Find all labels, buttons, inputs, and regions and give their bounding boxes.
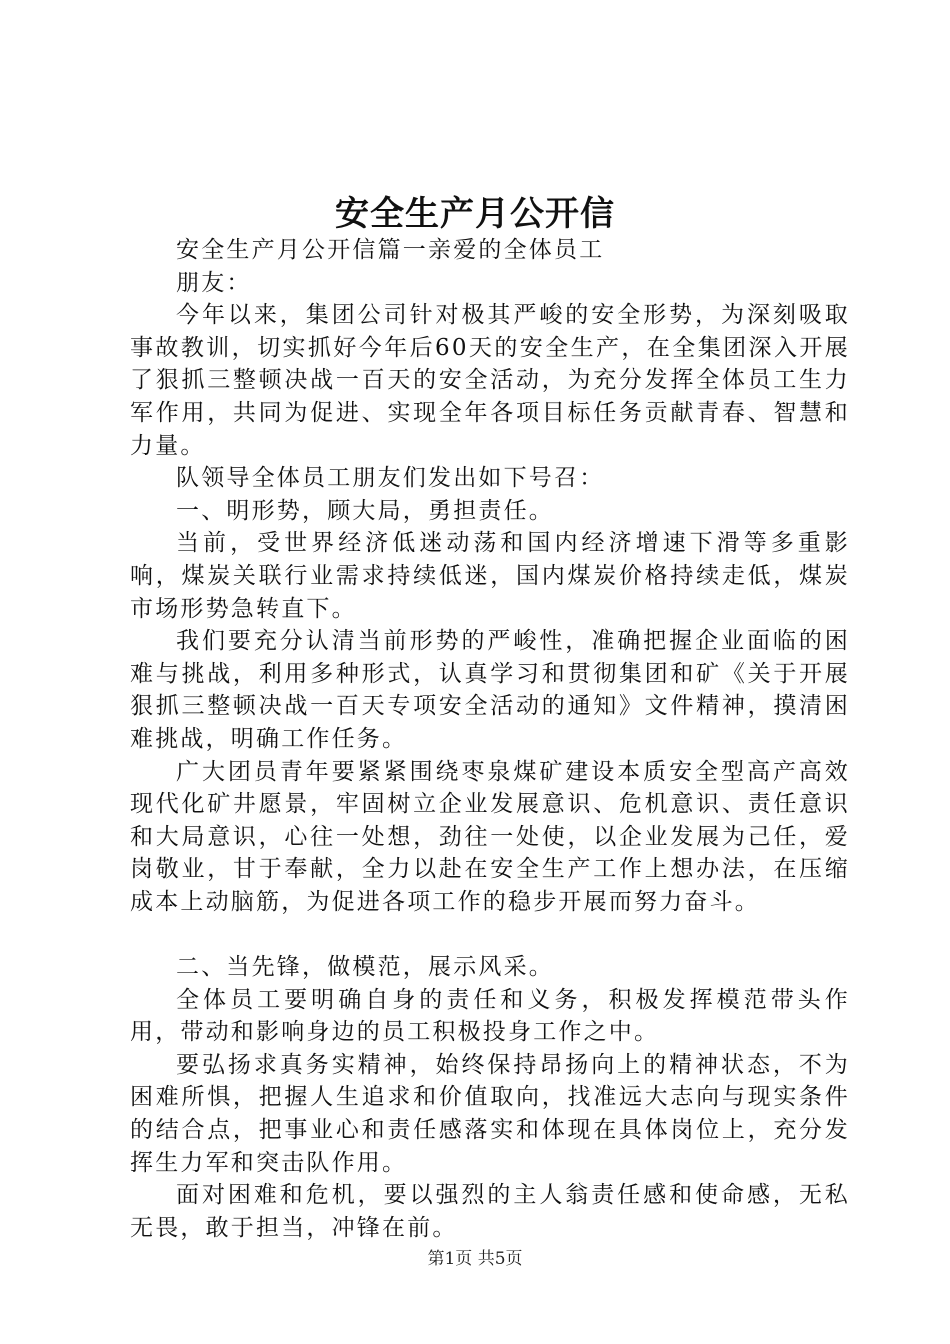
page-number: 第1页 共5页 — [427, 1249, 523, 1269]
document-title: 安全生产月公开信 — [335, 194, 615, 234]
paragraph-salutation: 朋友： — [176, 269, 252, 296]
paragraph-youth: 广大团员青年要紧紧围绕枣泉煤矿建设本质安全型高产高效现代化矿井愿景，牢固树立企业发展意识、危机意识、责任意识和大局意识，心往一处想，劲往一处使，以企业发展为己任，爱岗敬业，甘于奉献，全力以赴在安全生产工作上想办法，在压缩成本上动脑筋，为促进各项工作的稳步开展而努力奋斗。 — [130, 758, 850, 915]
paragraph-challenge: 面对困难和危机，要以强烈的主人翁责任感和使命感，无私无畏，敢于担当，冲锋在前。 — [130, 1182, 850, 1241]
paragraph-intro: 今年以来，集团公司针对极其严峻的安全形势，为深刻吸取事故教训，切实抓好今年后60天的安全生产，在全集团深入开展了狠抓三整顿决战一百天的安全活动，为充分发挥全体员工生力军作用，共同为促进、实现全年各项目标任务贡献青春、智慧和力量。 — [130, 302, 850, 459]
paragraph-greeting: 安全生产月公开信篇一亲爱的全体员工 — [176, 237, 605, 263]
document-body — [130, 234, 850, 1244]
paragraph-spirit: 要弘扬求真务实精神，始终保持昂扬向上的精神状态，不为困难所惧，把握人生追求和价值取向，找准远大志向与现实条件的结合点，把事业心和责任感落实和体现在具体岗位上，充分发挥生力军和突击队作用。 — [130, 1051, 850, 1176]
paragraph-responsibility: 全体员工要明确自身的责任和义务，积极发挥模范带头作用，带动和影响身边的员工积极投身工作之中。 — [130, 986, 850, 1046]
section-heading-2: 二、当先锋，做模范，展示风采。 — [176, 954, 554, 981]
paragraph-understanding: 我们要充分认清当前形势的严峻性，准确把握企业面临的困难与挑战，利用多种形式，认真学习和贯彻集团和矿《关于开展狠抓三整顿决战一百天专项安全活动的通知》文件精神，摸清困难挑战，明确工作任务。 — [130, 628, 850, 752]
section-heading-1: 一、明形势，顾大局，勇担责任。 — [176, 497, 554, 524]
paragraph-situation: 当前，受世界经济低迷动荡和国内经济增速下滑等多重影响，煤炭关联行业需求持续低迷，国内煤炭价格持续走低，煤炭市场形势急转直下。 — [130, 530, 850, 622]
paragraph-call: 队领导全体员工朋友们发出如下号召： — [176, 465, 605, 492]
